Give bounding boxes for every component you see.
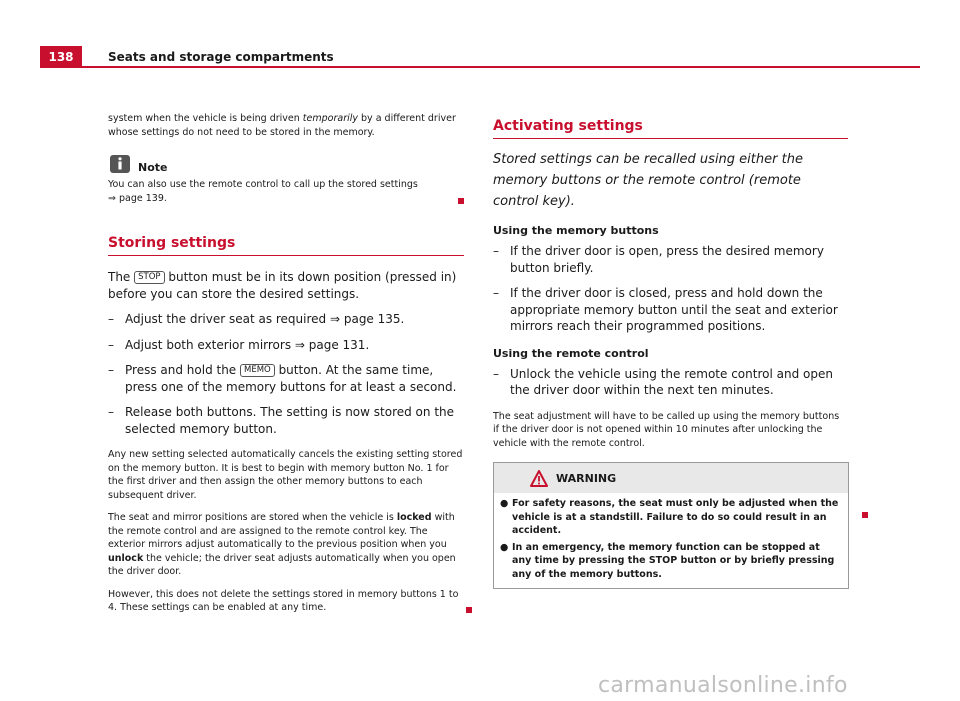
warning-triangle-icon [530, 470, 548, 487]
dash-glyph: – [108, 337, 114, 352]
text-run: button. At the same time, press one of the memory buttons for at least a second. [125, 363, 457, 394]
bold-text: locked [396, 512, 432, 523]
warning-label: WARNING [556, 471, 617, 485]
step-item [493, 243, 848, 276]
subheading-memory-buttons: Using the memory buttons [493, 224, 659, 237]
text-run: The seat and mirror positions are stored when the vehicle is [108, 512, 397, 523]
note-text [108, 178, 464, 205]
section-title-activating: Activating settings [493, 118, 848, 139]
end-marker [862, 512, 868, 518]
paragraph: The seat adjustment will have to be called up using the memory buttons if the driver door is not opened within 10 minutes after unlocking the vehicle with the remote control. [493, 410, 840, 449]
right-column [493, 118, 848, 589]
bullet-glyph: ● [500, 541, 509, 553]
bullet-glyph: ● [500, 498, 509, 509]
dash-glyph: – [108, 312, 114, 326]
paragraph [108, 588, 464, 615]
page-number: 138 [40, 46, 82, 68]
header-rule [40, 66, 920, 68]
text-run: the vehicle; the driver seat adjusts automatically when you open the driver door. [108, 552, 456, 577]
dash-glyph: – [493, 366, 499, 381]
section-title-storing: Storing settings [108, 235, 464, 256]
continued-paragraph [108, 112, 464, 139]
left-column [108, 112, 464, 624]
step-text [125, 362, 464, 395]
step-item [108, 337, 464, 354]
step-item [108, 311, 464, 328]
step-text: Release both buttons. The setting is now stored on the selected memory button. [125, 405, 455, 436]
paragraph [108, 511, 464, 579]
text-run: with the remote control and are assigned to the remote control key. The exterior mirrors adjust automatically to the previous position when you [108, 512, 455, 550]
step-item [108, 404, 464, 437]
end-marker [458, 198, 464, 204]
warning-body [494, 493, 848, 588]
italic-text: temporarily [302, 113, 358, 124]
end-marker [466, 607, 472, 613]
memo-key: MEMO [240, 364, 275, 377]
dash-glyph: – [493, 244, 499, 258]
watermark: carmanualsonline.info [598, 673, 848, 698]
page-reference: ⇒ page 139. [108, 192, 167, 204]
step-item [493, 366, 848, 399]
step-text: Adjust both exterior mirrors ⇒ page 131. [125, 337, 370, 352]
step-text: If the driver door is open, press the desired memory button briefly. [510, 244, 824, 275]
warning-box [493, 462, 849, 589]
warning-item [500, 497, 842, 538]
note-label: Note [138, 161, 168, 174]
subheading-remote-control: Using the remote control [493, 346, 649, 360]
text-run: system when the vehicle is being driven [108, 113, 303, 124]
warning-text: For safety reasons, the seat must only be adjusted when the vehicle is at a standstill. Failure to do so could result in an accident. [512, 498, 839, 536]
dash-glyph: – [108, 405, 114, 419]
text-run: You can also use the remote control to call up the stored settings [108, 179, 418, 190]
step-item [493, 285, 848, 335]
dash-glyph: – [493, 286, 499, 300]
note-header [108, 153, 464, 174]
step-text: Unlock the vehicle using the remote control and open the driver door within the next ten minutes. [510, 366, 833, 397]
activating-intro: Stored settings can be recalled using either the memory buttons or the remote control (remote control key). [493, 152, 803, 209]
text-run: The [108, 270, 135, 284]
text-run: by a different driver whose settings do not need to be stored in the memory. [108, 113, 456, 138]
info-icon [110, 155, 130, 173]
paragraph: Any new setting selected automatically cancels the existing setting stored on the memory button. It is best to begin with memory button No. 1 for the first driver and then assign the other memory buttons to each subsequent driver. [108, 449, 463, 501]
warning-header [494, 463, 848, 493]
text-run: However, this does not delete the settings stored in memory buttons 1 to 4. These settings can be enabled at any time. [108, 588, 459, 613]
bold-text: unlock [108, 552, 144, 564]
stop-key: STOP [134, 271, 164, 284]
step-text: If the driver door is closed, press and hold down the appropriate memory button until the seat and exterior mirrors reach their programmed positions. [510, 286, 838, 333]
header-title: Seats and storage compartments [108, 50, 334, 64]
step-item [108, 362, 464, 395]
step-text: Adjust the driver seat as required ⇒ page 135. [125, 312, 405, 326]
warning-item [500, 541, 842, 582]
storing-intro [108, 269, 464, 302]
text-run: button must be in its down position (pressed in) before you can store the desired settings. [108, 270, 457, 301]
warning-text: In an emergency, the memory function can be stopped at any time by pressing the STOP button or by briefly pressing any of the memory buttons. [512, 541, 835, 580]
text-run: Press and hold the [125, 363, 241, 377]
dash-glyph: – [108, 363, 114, 377]
